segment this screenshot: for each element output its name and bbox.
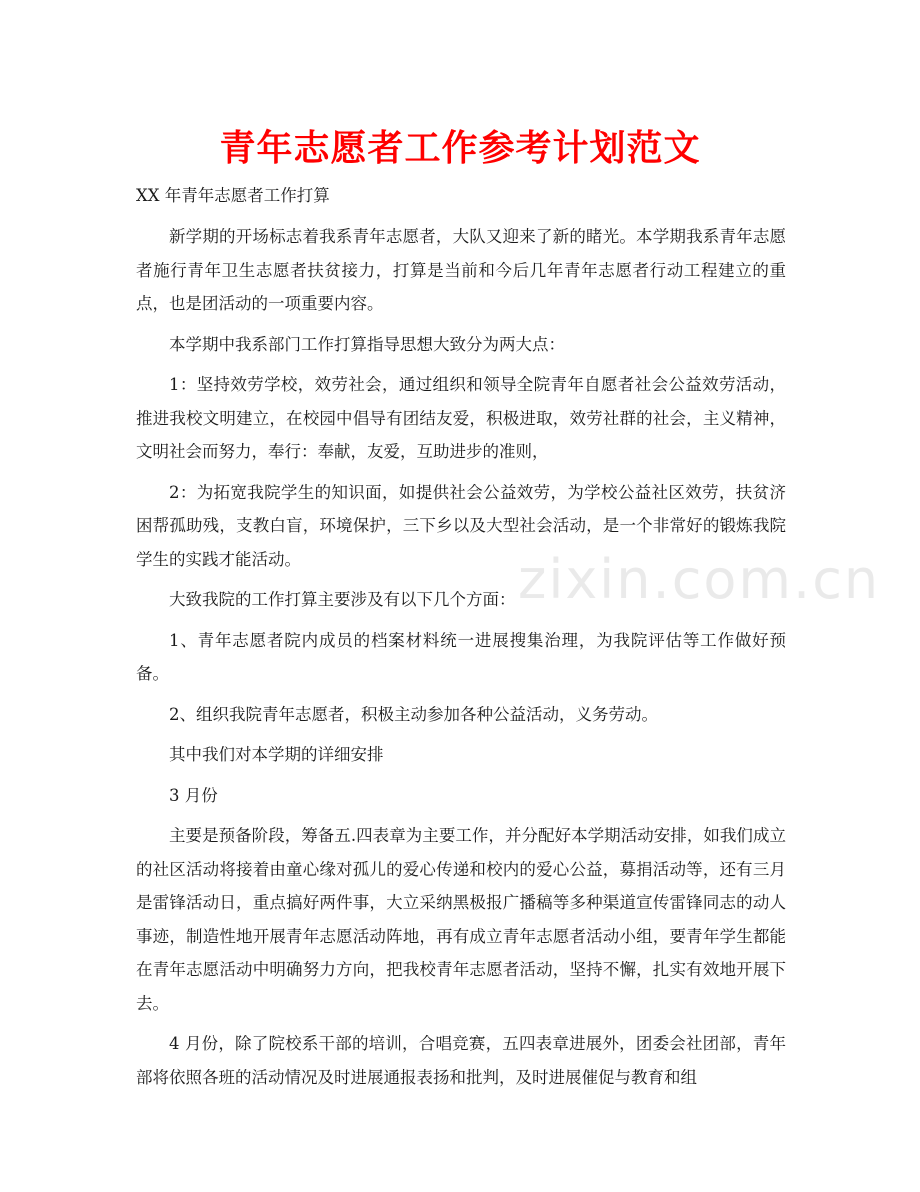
- document-body: [136, 182, 786, 1101]
- watermark: zixin.com.cn: [518, 548, 881, 611]
- paragraph: 2：为拓宽我院学生的知识面，如提供社会公益效劳，为学校公益社区效劳，扶贫济困帮孤助残，支教白盲，环境保护，三下乡以及大型社会活动，是一个非常好的锻炼我院学生的实践才能活动。: [136, 482, 786, 569]
- paragraph: 3 月份: [169, 785, 218, 805]
- paragraph: 新学期的开场标志着我系青年志愿者，大队又迎来了新的睹光。本学期我系青年志愿者施行青年卫生志愿者扶贫接力，打算是当前和今后几年青年志愿者行动工程建立的重点，也是团活动的一项重要内容。: [136, 227, 786, 313]
- paragraph: 主要是预备阶段，筹备五.四表章为主要工作，并分配好本学期活动安排，如我们成立的社区活动将接着由童心缘对孤儿的爱心传递和校内的爱心公益，募捐活动等，还有三月是雷锋活动日，重点搞好两件事，大立采纳黑极报广播稿等多种渠道宣传雷锋同志的动人事迹，制造性地开展青年志愿活动阵地，再有成立青年志愿者活动小组，要青年学生都能在青年志愿活动中明确努力方向，把我校青年志愿者活动，坚持不懈，扎实有效地开展下去。: [136, 826, 786, 1013]
- paragraph: 4 月份，除了院校系干部的培训，合唱竞赛，五四表章进展外，团委会社团部，青年部将依照各班的活动情况及时进展通报表扬和批判，及时进展催促与教育和组: [136, 1034, 786, 1087]
- paragraph: 大致我院的工作打算主要涉及有以下几个方面：: [169, 590, 516, 609]
- paragraph: 其中我们对本学期的详细安排: [169, 745, 384, 764]
- paragraph: 2、组织我院青年志愿者，积极主动参加各种公益活动，义务劳动。: [169, 704, 658, 724]
- document-title: 青年志愿者工作参考计划范文: [219, 128, 701, 169]
- paragraph: 本学期中我系部门工作打算指导思想大致分为两大点：: [169, 334, 565, 354]
- paragraph: 1：坚持效劳学校，效劳社会，通过组织和领导全院青年自愿者社会公益效劳活动，推进我校文明建立，在校园中倡导有团结友爱，积极进取，效劳社群的社会，主义精神，文明社会而努力，奉行：奉献，友爱，互助进步的准则，: [136, 375, 786, 461]
- paragraph: 1、青年志愿者院内成员的档案材料统一进展搜集治理，为我院评估等工作做好预备。: [136, 630, 786, 683]
- document-subtitle: XX 年青年志愿者工作打算: [136, 186, 330, 205]
